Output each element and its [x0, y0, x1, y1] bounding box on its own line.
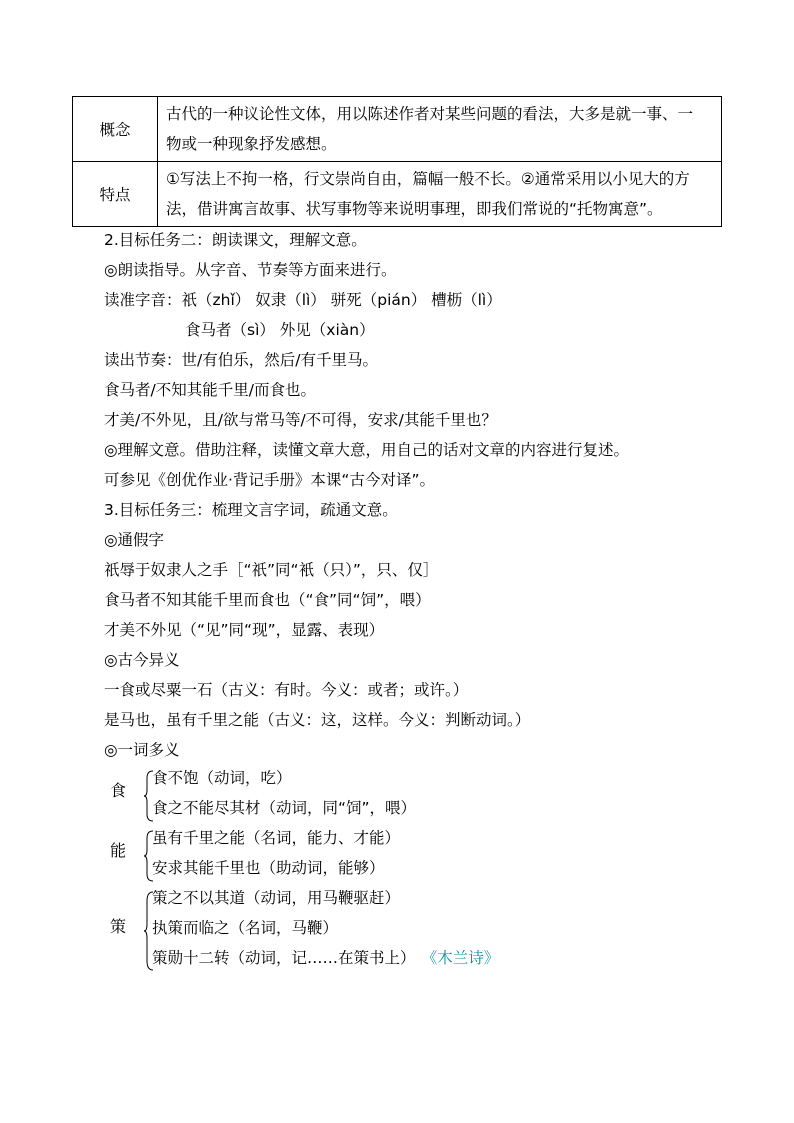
gujin-item-2: 是马也，虽有千里之能（古义：这，这样。今义：判断动词。）	[104, 711, 531, 729]
pronunciation-line: 读准字音：祇（zhǐ） 奴隶（lì） 骈死（pián） 槽枥（lì）	[104, 291, 502, 309]
polysemy-item: 执策而临之（名词，马鞭）	[152, 919, 339, 937]
polysemy-group-neng	[100, 826, 520, 886]
reading-guide: ◎朗读指导。从字音、节奏等方面来进行。	[104, 261, 397, 279]
reference-line: 可参见《创优作业·背记手册》本课“古今对译”。	[104, 471, 435, 489]
section-heading-polysemy: ◎一词多义	[104, 741, 180, 759]
gujin-item-1: 一食或尽粟一石（古义：有时。今义：或者；或许。）	[104, 681, 469, 699]
section-heading-gujin: ◎古今异义	[104, 651, 180, 669]
table-row	[73, 162, 722, 227]
polysemy-group-shi	[100, 766, 520, 826]
text-line: 物或一种现象抒发感想。	[166, 135, 337, 153]
polysemy-group-ce	[100, 886, 560, 976]
polysemy-item: 食之不能尽其材（动词，同“饲”，喂）	[152, 799, 417, 817]
polysemy-item	[152, 946, 499, 968]
task-three-heading: 3.目标任务三：梳理文言字词，疏通文意。	[104, 501, 398, 519]
text-line: 法，借讲寓言故事、状写事物等来说明事理，即我们常说的“托物寓意”。	[166, 200, 663, 218]
rhythm-line-3: 才美/不外见，且/欲与常马等/不可得，安求/其能千里也？	[104, 411, 497, 429]
task-two-heading: 2.目标任务二：朗读课文，理解文意。	[104, 231, 367, 249]
row-label-features: 特点	[73, 162, 158, 227]
row-content-features	[158, 162, 722, 227]
tongjia-item-2: 食马者不知其能千里而食也（“食”同“饲”，喂）	[104, 591, 431, 609]
polysemy-char: 策	[109, 917, 126, 936]
source-note: 《木兰诗》	[429, 949, 500, 967]
section-heading-tongjia: ◎通假字	[104, 531, 165, 549]
understanding-guide: ◎理解文意。借助注释，读懂文章大意，用自己的话对文章的内容进行复述。	[104, 441, 630, 459]
polysemy-char: 能	[109, 841, 126, 860]
polysemy-item: 策之不以其道（动词，用马鞭驱赶）	[152, 889, 401, 907]
polysemy-item-text: 策勋十二转（动词，记……在策书上）	[152, 949, 416, 967]
polysemy-char: 食	[109, 781, 126, 800]
polysemy-item: 虽有千里之能（名词，能力、才能）	[152, 829, 401, 847]
rhythm-line-1: 读出节奏：世/有伯乐，然后/有千里马。	[104, 351, 378, 369]
row-label-concept: 概念	[73, 97, 158, 162]
polysemy-item: 安求其能千里也（助动词，能够）	[152, 859, 385, 877]
table-row	[73, 97, 722, 162]
row-content-concept	[158, 97, 722, 162]
polysemy-item: 食不饱（动词，吃）	[152, 769, 292, 787]
text-line: 古代的一种议论性文体，用以陈述作者对某些问题的看法，大多是就一事、一	[166, 105, 694, 123]
tongjia-item-3: 才美不外见（“见”同“现”，显露、表现）	[104, 621, 385, 639]
concept-table	[72, 96, 722, 227]
tongjia-item-1: 祇辱于奴隶人之手［“祇”同“衹（只）”，只、仅］	[104, 561, 439, 579]
pronunciation-line-2: 食马者（sì） 外见（xiàn）	[185, 321, 375, 339]
text-line: ①写法上不拘一格，行文崇尚自由，篇幅一般不长。②通常采用以小见大的方	[166, 170, 690, 188]
rhythm-line-2: 食马者/不知其能千里/而食也。	[104, 381, 316, 399]
